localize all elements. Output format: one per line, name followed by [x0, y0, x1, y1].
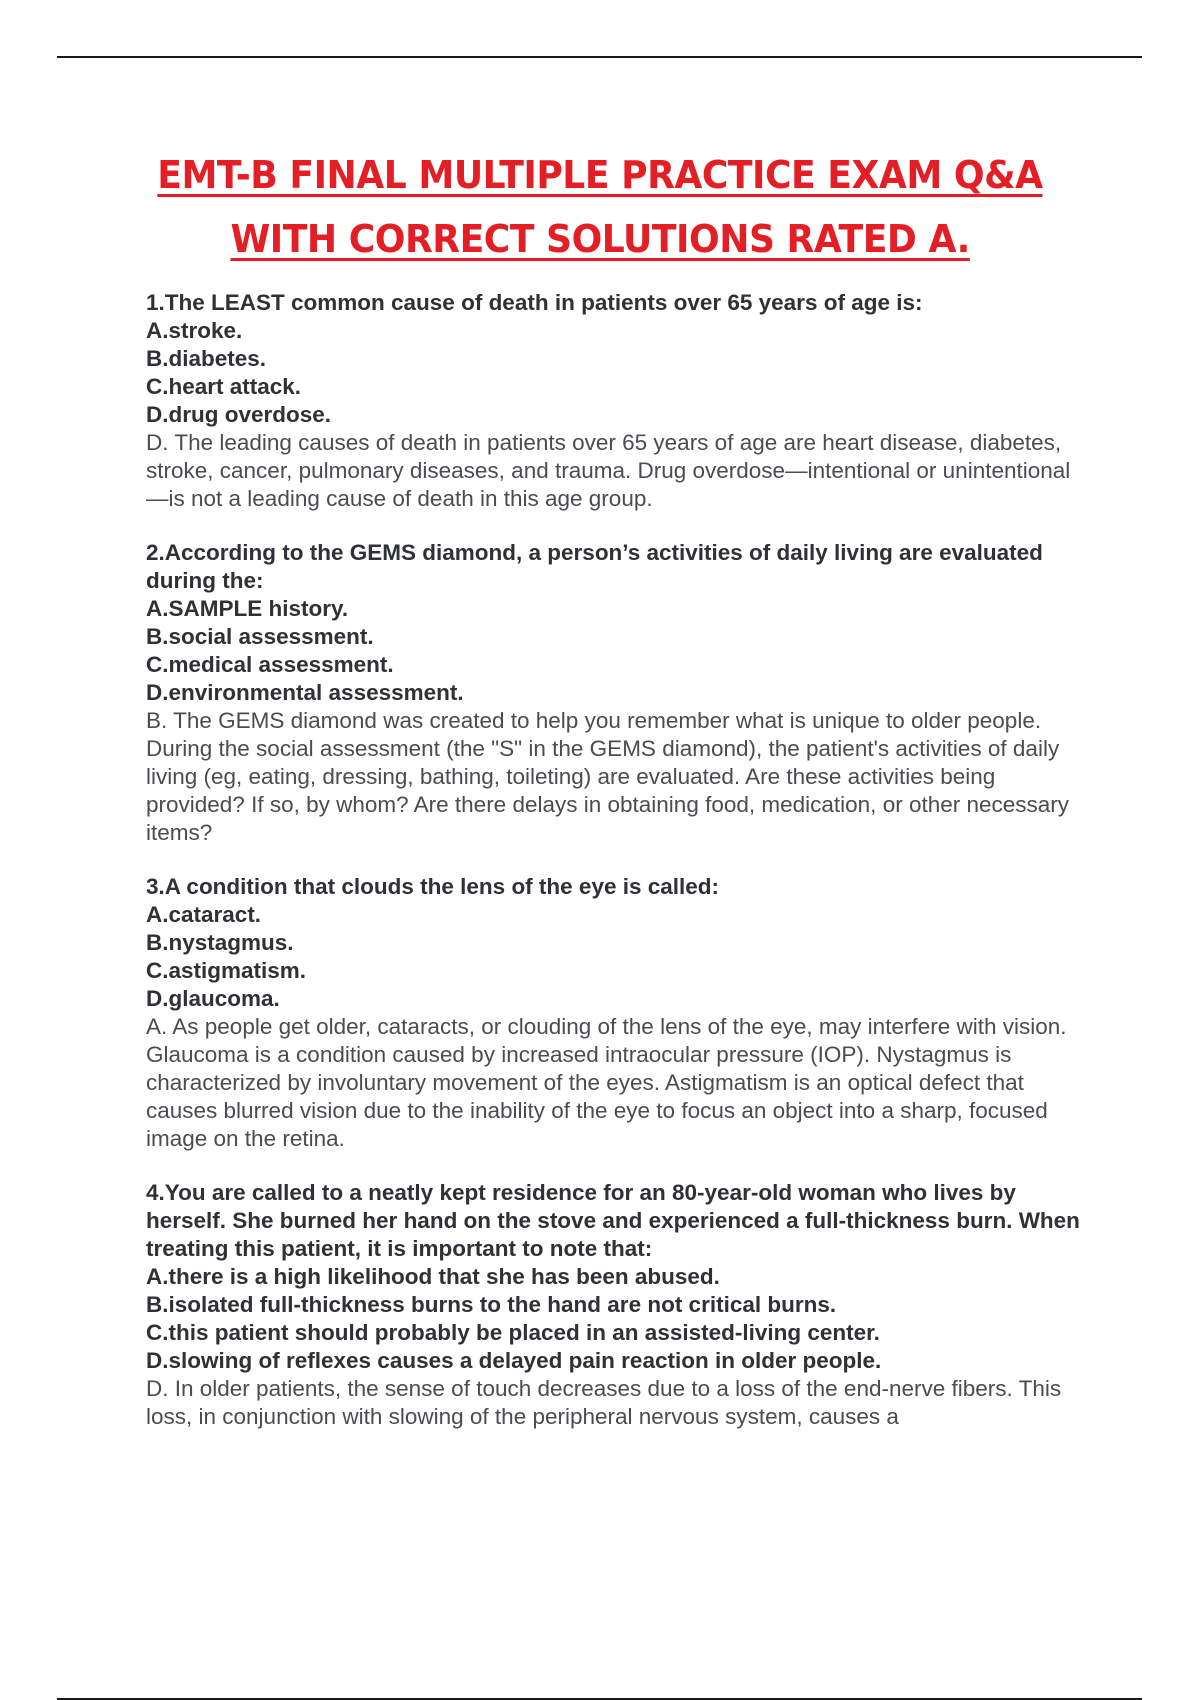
option-d: D.environmental assessment.: [146, 680, 464, 705]
option-a: A.there is a high likelihood that she has been abused.: [146, 1264, 720, 1289]
answer-explanation: D. The leading causes of death in patients over 65 years of age are heart disease, diabetes, stroke, cancer, pulmonary diseases, and trauma. Drug overdose—intentional or unintentional—is not a leading cause of death in this age group.: [146, 430, 1071, 511]
title-line-2: WITH CORRECT SOLUTIONS RATED A.: [230, 217, 970, 261]
page-title: [0, 150, 1200, 278]
answer-explanation: A. As people get older, cataracts, or clouding of the lens of the eye, may interfere with vision. Glaucoma is a condition caused by increased intraocular pressure (IOP). Nystagmus is characterized by involuntary movement of the eyes. Astigmatism is an optical defect that causes blurred vision due to the inability of the eye to focus an object into a sharp, focused image on the retina.: [146, 1014, 1067, 1151]
answer-explanation: B. The GEMS diamond was created to help you remember what is unique to older people. During the social assessment (the "S" in the GEMS diamond), the patient's activities of daily living (eg, eating, dressing, bathing, toileting) are evaluated. Are these activities being provided? If so, by whom? Are there delays in obtaining food, medication, or other necessary items?: [146, 708, 1070, 845]
question-list: [146, 289, 1091, 1457]
option-d: D.slowing of reflexes causes a delayed pain reaction in older people.: [146, 1348, 882, 1373]
option-a: A.SAMPLE history.: [146, 596, 349, 621]
question-3: [146, 873, 1091, 1153]
option-b: B.social assessment.: [146, 624, 374, 649]
title-line-1: EMT-B FINAL MULTIPLE PRACTICE EXAM Q&A: [157, 153, 1043, 197]
option-c: C.medical assessment.: [146, 652, 394, 677]
option-c: C.this patient should probably be placed in an assisted-living center.: [146, 1320, 880, 1345]
option-c: C.heart attack.: [146, 374, 302, 399]
question-stem: 1.The LEAST common cause of death in patients over 65 years of age is:: [146, 290, 923, 315]
answer-explanation: D. In older patients, the sense of touch decreases due to a loss of the end-nerve fibers. This loss, in conjunction with slowing of the peripheral nervous system, causes a: [146, 1376, 1062, 1429]
question-stem: 4.You are called to a neatly kept residence for an 80-year-old woman who lives by herself. She burned her hand on the stove and experienced a full-thickness burn. When treating this patient, it is important to note that:: [146, 1180, 1080, 1261]
option-b: B.diabetes.: [146, 346, 267, 371]
option-c: C.astigmatism.: [146, 958, 307, 983]
question-4: [146, 1179, 1091, 1431]
option-d: D.drug overdose.: [146, 402, 332, 427]
option-a: A.stroke.: [146, 318, 243, 343]
question-stem: 2.According to the GEMS diamond, a person’s activities of daily living are evaluated during the:: [146, 540, 1043, 593]
question-stem: 3.A condition that clouds the lens of the eye is called:: [146, 874, 720, 899]
option-b: B.nystagmus.: [146, 930, 294, 955]
option-b: B.isolated full-thickness burns to the hand are not critical burns.: [146, 1292, 837, 1317]
question-2: [146, 539, 1091, 847]
option-d: D.glaucoma.: [146, 986, 280, 1011]
option-a: A.cataract.: [146, 902, 262, 927]
question-1: [146, 289, 1091, 513]
top-divider: [57, 56, 1142, 58]
